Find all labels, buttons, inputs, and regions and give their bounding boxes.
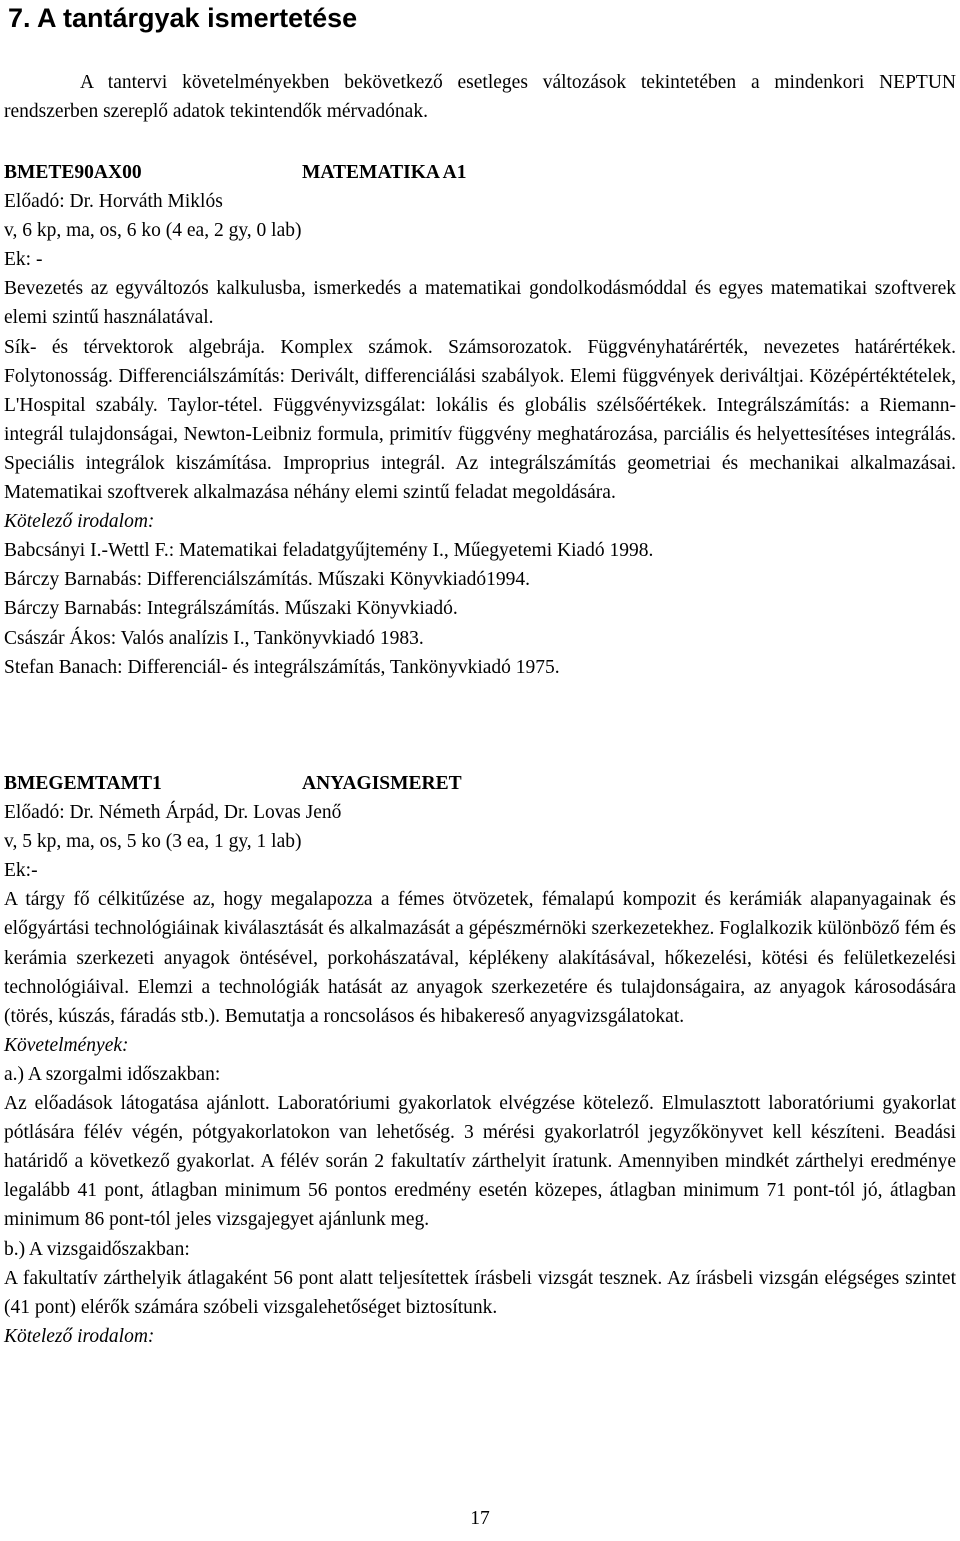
course-1 [4,158,956,682]
course-2-description: A tárgy fő célkitűzése az, hogy megalapozza a fémes ötvözetek, fémalapú kompozit és kerámiák alapanyagainak és előgyártási technológiáinak kiválasztását és alkalmazását a gépészmérnöki szerkezetekhez. Foglalkozik különböző fém és kerámia szerkezeti anyagok öntésével, porkohászatával, képlékeny alakításával, hőkezelési, kötési és felületkezelési technológiáival. Elemzi a technológiák hatását az anyagok szerkezetére és tulajdonságaira, az anyagok károsodására (törés, kúszás, fáradás stb.). Bemutatja a roncsolásos és hibakereső anyagvizsgálatokat. [4,889,956,1027]
course-1-topics: Sík- és térvektorok algebrája. Komplex számok. Számsorozatok. Függvényhatárérték, nevezetes határértékek. Folytonosság. Differenciálszámítás: Derivált, differenciálási szabályok. Elemi függvények deriváltjai. Középértéktételek, L'Hospital szabály. Taylor-tétel. Függvényvizsgálat: lokális és globális szélsőértékek. Integrálszámítás: a Riemann-integrál tulajdonságai, Newton-Leibniz formula, primitív függvény meghatározása, parciális és helyettesítéses integrálás. Speciális integrálok kiszámítása. Improprius integrál. Az integrálszámítás geometriai és mechanikai alkalmazásai. Matematikai szoftverek alkalmazása néhány elemi szintű feladat megoldására. [4,336,956,504]
course-1-literature-list [4,536,956,681]
course-2-title: ANYAGISMERET [302,773,462,794]
course-1-literature-label: Kötelező irodalom: [4,511,155,533]
literature-item: Bárczy Barnabás: Integrálszámítás. Műszaki Könyvkiadó. [4,598,458,620]
course-2-term-text: Az előadások látogatása ajánlott. Laboratóriumi gyakorlatok elvégzése kötelező. Elmulasztott laboratóriumi gyakorlat pótlására félév végén, pótgyakorlatokon van lehetőség. 3 mérési gyakorlatról jegyzőkönyvet kell készíteni. Beadási határidő a következő gyakorlat. A félév során 2 fakultatív zárthelyit íratunk. Amennyiben mindkét zárthelyi eredménye legalább 41 pont, átlagban minimum 56 pontos eredmény esetén közepes, átlagban minimum 71 pont-tól jó, átlagban minimum 86 pont-tól jeles vizsgajegyet ajánlunk meg. [4,1093,956,1231]
course-2-requirements-label: Követelmények: [4,1034,129,1056]
course-2-prereq: Ek:- [4,860,38,882]
section-title: 7. A tantárgyak ismertetése [8,3,358,33]
literature-item: Stefan Banach: Differenciál- és integrálszámítás, Tankönyvkiadó 1975. [4,656,560,678]
course-2-exam-text: A fakultatív zárthelyik átlagaként 56 pont alatt teljesítettek írásbeli vizsgát tesznek. Az írásbeli vizsgán elégséges szintet (41 pont) elérők számára szóbeli vizsgalehetőséget biztosítunk. [4,1267,956,1318]
course-2-lecturer: Előadó: Dr. Németh Árpád, Dr. Lovas Jenő [4,802,342,824]
course-1-heading [4,158,956,187]
literature-item: Babcsányi I.-Wettl F.: Matematikai feladatgyűjtemény I., Műegyetemi Kiadó 1998. [4,540,654,562]
course-2-code: BMEGEMTAMT1 [4,773,162,794]
course-1-title: MATEMATIKA A1 [302,162,467,183]
course-2-details: v, 5 kp, ma, os, 5 ko (3 ea, 1 gy, 1 lab) [4,831,302,853]
course-2-exam-label: b.) A vizsgaidőszakban: [4,1238,190,1260]
literature-item: Bárczy Barnabás: Differenciálszámítás. Műszaki Könyvkiadó1994. [4,569,530,591]
intro-paragraph: A tantervi követelményekben bekövetkező esetleges változások tekintetében a mindenkori NEPTUN rendszerben szereplő adatok tekintendők mérvadónak. [4,72,956,123]
course-1-code: BMETE90AX00 [4,162,142,183]
course-2 [4,769,956,1351]
course-2-literature-label: Kötelező irodalom: [4,1325,155,1347]
course-1-goal: Bevezetés az egyváltozós kalkulusba, ismerkedés a matematikai gondolkodásmóddal és egyes matematikai szoftverek elemi szintű használatával. [4,278,956,329]
course-1-details: v, 6 kp, ma, os, 6 ko (4 ea, 2 gy, 0 lab) [4,220,302,242]
course-1-lecturer: Előadó: Dr. Horváth Miklós [4,191,223,213]
course-2-heading [4,769,956,798]
course-2-term-label: a.) A szorgalmi időszakban: [4,1063,221,1085]
literature-item: Császár Ákos: Valós analízis I., Tankönyvkiadó 1983. [4,627,424,649]
intro-block [4,68,956,126]
course-1-prereq: Ek: - [4,249,43,271]
page-number: 17 [470,1508,490,1529]
